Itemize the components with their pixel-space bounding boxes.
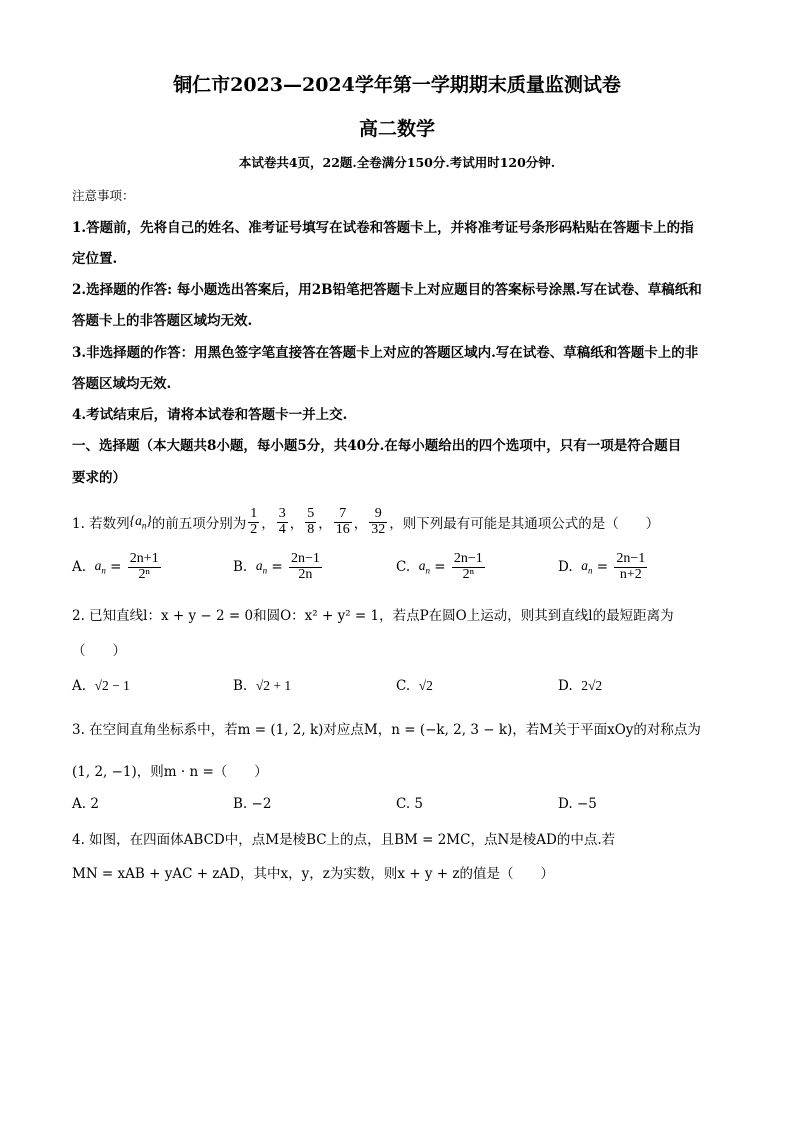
notice-1b: 定位置. [72,251,118,267]
notice-2b: 答题卡上的非答题区域均无效. [72,313,253,329]
notice-3a: 3.非选择题的作答：用黑色签字笔直接答在答题卡上对应的答题区域内.写在试卷、草稿纸和答题卡上的非 [72,345,699,361]
q3-option-a: A. 2 [72,796,99,812]
q1-mid: 的前五项分别为 [151,516,247,532]
question-3: 3. 在空间直角坐标系中，若m = (1, 2, k)对应点M，n = (−k, 2, 3 − k)，若M关于平面xOy的对称点为 [72,722,701,738]
question-1: 1. 若数列 $\{a_n\}$ 的前五项分别为 $\frac{1}{2}$ ， $\frac{3}{4}$ ， $\frac{5}{8}$ ， $\frac{7}{16}$ ， $\frac{9}{32}$ ，则下列最有可能是其通项公式的是（ ） [72,505,660,537]
page-subtitle: 高二数学 [358,118,435,140]
question-4-cont: MN = xAB + yAC + zAD，其中x，y，z为实数，则x + y + z的值是（ ） [72,866,554,882]
section-heading: 一、选择题（本大题共8小题，每小题5分，共40分.在每小题给出的四个选项中，只有一项是符合题目 [72,438,682,454]
page-title: 铜仁市2023—2024学年第一学期期末质量监测试卷 [173,74,621,96]
notice-3b: 答题区域均无效. [72,376,172,392]
notice-4: 4.考试结束后，请将本试卷和答题卡一并上交. [72,407,348,423]
q1-frac-3: $\frac{5}{8}$ [307,505,315,537]
q1-option-b: B. $a_n$ = $\frac{2n-1}{2n}$ [233,551,320,582]
section-heading-cont: 要求的） [72,470,126,486]
q1-prefix: 1. 若数列 [72,516,130,532]
q2-option-a: A. √2 − 1 [72,678,130,694]
notice-2a: 2.选择题的作答: 每小题选出答案后，用2B铅笔把答题卡上对应题目的答案标号涂黑.写在试卷、草稿纸和 [72,282,702,298]
q2-paren: （ ） [72,643,126,659]
q1-frac-2: $\frac{3}{4}$ [278,505,286,537]
q1-frac-5: $\frac{9}{32}$ [371,505,386,537]
notice-heading: 注意事项： [72,188,135,203]
exam-info: 本试卷共4页，22题.全卷满分150分.考试用时120分钟. [238,155,556,170]
question-2: 2. 已知直线l：x + y − 2 = 0和圆O：x² + y² = 1，若点P在圆O上运动，则其到直线l的最短距离为 [72,608,674,624]
q1-frac-1: $\frac{1}{2}$ [250,505,258,537]
q1-option-a: A. $a_n$ = $\frac{2n+1}{\text{2ⁿ}}$ [72,551,159,582]
q1-suffix: ，则下列最有可能是其通项公式的是（ ） [389,516,660,532]
question-4: 4. 如图，在四面体ABCD中，点M是棱BC上的点，且BM = 2MC，点N是棱AD的中点.若 [72,832,616,848]
q2-option-b: B. √2 + 1 [233,678,292,694]
q1-option-c: C. $a_n$ = $\frac{2n-1}{\text{2ⁿ}}$ [396,551,483,582]
question-3-cont: (1, 2, −1)，则m · n =（ ） [72,764,268,780]
q1-option-d: D. $a_n$ = $\frac{2n-1}{n+2}$ [558,551,646,582]
q1-sequence: $\{a_n\}$ [129,513,152,531]
q3-option-c: C. 5 [396,796,424,812]
q1-frac-4: $\frac{7}{16}$ [335,505,350,537]
q2-option-c: C. √2 [396,678,433,694]
q3-option-b: B. −2 [233,796,272,812]
notice-1a: 1.答题前，先将自己的姓名、准考证号填写在试卷和答题卡上，并将准考证号条形码粘贴在答题卡上的指 [72,220,694,236]
q3-option-d: D. −5 [558,796,597,812]
q2-option-d: D. 2√2 [558,678,603,694]
